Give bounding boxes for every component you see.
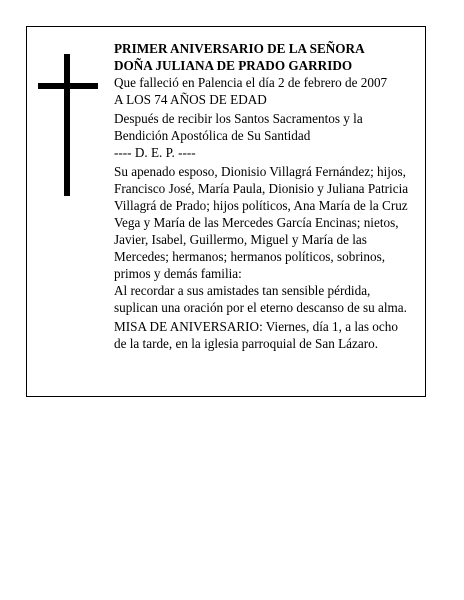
- mass-line-1: MISA DE ANIVERSARIO: Viernes, día 1, a las ocho: [114, 319, 398, 334]
- dep-line: ---- D. E. P. ----: [114, 145, 196, 160]
- family-line-4: Vega y María de las Mercedes García Encinas; nietos,: [114, 215, 399, 230]
- mass-line-2: de la tarde, en la iglesia parroquial de San Lázaro.: [114, 336, 378, 351]
- family-line-5: Javier, Isabel, Guillermo, Miguel y María de las: [114, 232, 367, 247]
- request-line-2: suplican una oración por el eterno descanso de su alma.: [114, 300, 407, 315]
- sacraments-line-2: Bendición Apostólica de Su Santidad: [114, 128, 311, 143]
- death-info: Que falleció en Palencia el día 2 de febrero de 2007: [114, 75, 388, 90]
- obituary-notice-text: [114, 40, 426, 352]
- notice-title-line-2: DOÑA JULIANA DE PRADO GARRIDO: [114, 58, 353, 73]
- cross-horizontal-bar: [38, 83, 98, 89]
- notice-title-line-1: PRIMER ANIVERSARIO DE LA SEÑORA: [114, 41, 365, 56]
- request-line-1: Al recordar a sus amistades tan sensible pérdida,: [114, 283, 371, 298]
- family-line-2: Francisco José, María Paula, Dionisio y Juliana Patricia: [114, 181, 409, 196]
- cross-icon: [38, 54, 98, 196]
- family-line-3: Villagrá de Prado; hijos políticos, Ana María de la Cruz: [114, 198, 408, 213]
- family-line-6: Mercedes; hermanos; hermanos políticos, sobrinos,: [114, 249, 386, 264]
- age-line: A LOS 74 AÑOS DE EDAD: [114, 92, 267, 107]
- cross-vertical-bar: [64, 54, 70, 196]
- family-line-1: Su apenado esposo, Dionisio Villagrá Fernández; hijos,: [114, 164, 406, 179]
- family-line-7: primos y demás familia:: [114, 266, 242, 281]
- sacraments-line-1: Después de recibir los Santos Sacramentos y la: [114, 111, 363, 126]
